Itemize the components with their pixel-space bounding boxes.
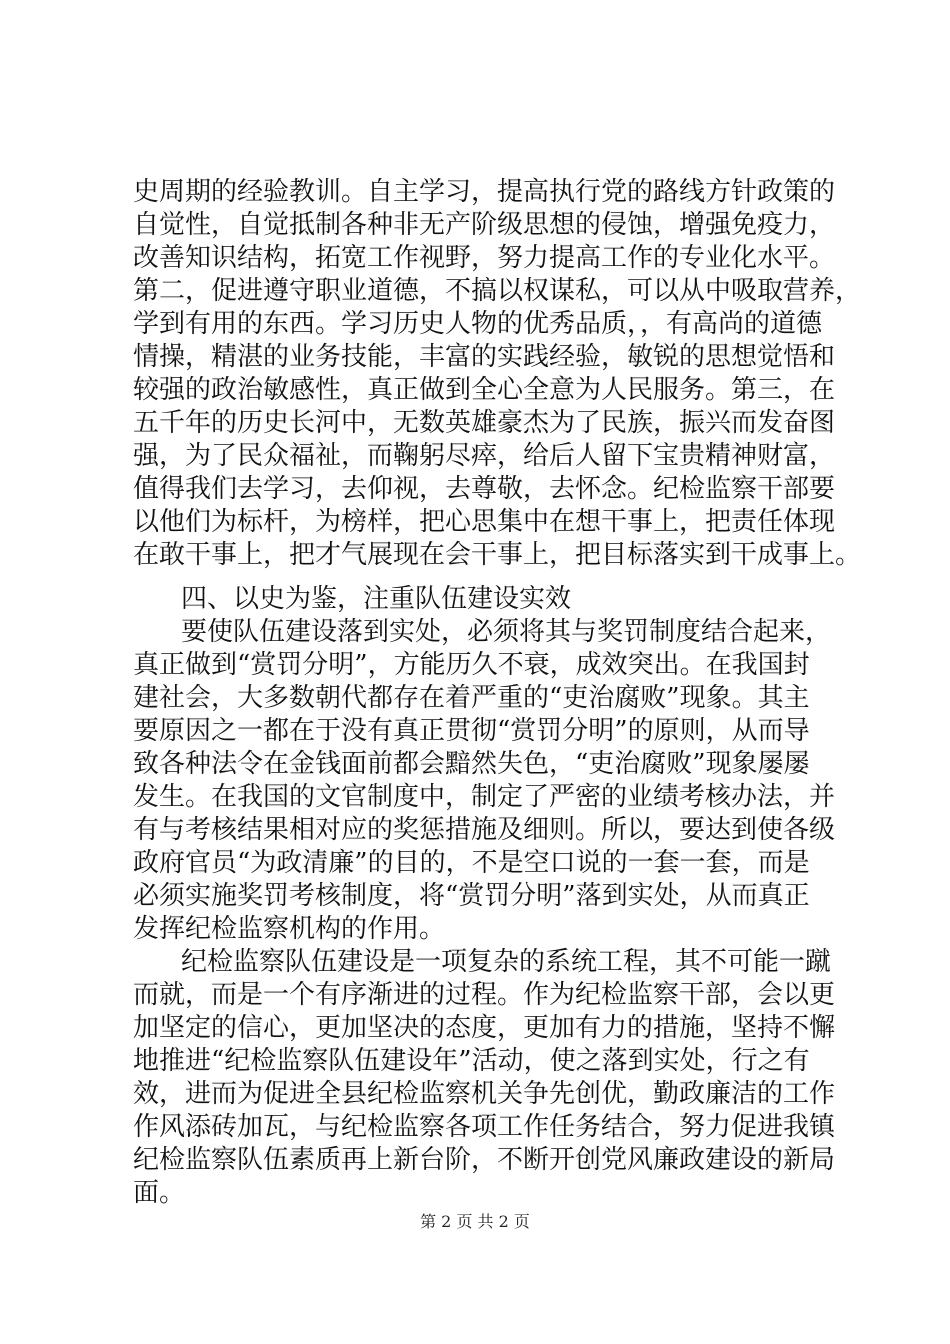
body-line: 史周期的经验教训。自主学习，提高执行党的路线方针政策的 bbox=[133, 177, 836, 207]
body-line: 纪检监察队伍建设是一项复杂的系统工程，其不可能一蹴 bbox=[181, 947, 832, 977]
body-line: 发生。在我国的文官制度中，制定了严密的业绩考核办法，并 bbox=[133, 782, 836, 812]
body-line: 要使队伍建设落到实处，必须将其与奖罚制度结合起来， bbox=[181, 617, 832, 647]
body-line: 而就，而是一个有序渐进的过程。作为纪检监察干部，会以更 bbox=[133, 980, 836, 1010]
body-line: 值得我们去学习，去仰视，去尊敬，去怀念。纪检监察干部要 bbox=[133, 474, 836, 504]
body-line: 情操，精湛的业务技能，丰富的实践经验，敏锐的思想觉悟和 bbox=[133, 342, 836, 372]
body-line: 五千年的历史长河中，无数英雄豪杰为了民族，振兴而发奋图 bbox=[133, 408, 836, 438]
section-heading: 四、以史为鉴，注重队伍建设实效 bbox=[181, 584, 572, 614]
page-number: 第 2 页 共 2 页 bbox=[420, 1212, 530, 1231]
body-line: 真正做到“赏罚分明”，方能历久不衰，成效突出。在我国封 bbox=[133, 650, 810, 680]
body-line: 必须实施奖罚考核制度，将“赏罚分明”落到实处，从而真正 bbox=[133, 881, 810, 911]
body-line: 建社会，大多数朝代都存在着严重的“吏治腐败”现象。其主 bbox=[133, 683, 810, 713]
body-line: 较强的政治敏感性，真正做到全心全意为人民服务。第三，在 bbox=[133, 375, 836, 405]
body-line: 在敢干事上，把才气展现在会干事上，把目标落实到干成事上。 bbox=[133, 540, 862, 570]
body-line: 第二，促进遵守职业道德，不搞以权谋私，可以从中吸取营养， bbox=[133, 276, 862, 306]
body-line: 纪检监察队伍素质再上新台阶，不断开创党风廉政建设的新局 bbox=[133, 1145, 836, 1175]
body-line: 强，为了民众福祉，而鞠躬尽瘁，给后人留下宝贵精神财富， bbox=[133, 441, 836, 471]
body-line: 改善知识结构，拓宽工作视野，努力提高工作的专业化水平。 bbox=[133, 243, 836, 273]
body-line: 发挥纪检监察机构的作用。 bbox=[133, 914, 446, 944]
body-line: 面。 bbox=[133, 1178, 186, 1208]
body-line: 以他们为标杆，为榜样，把心思集中在想干事上，把责任体现 bbox=[133, 507, 836, 537]
body-line: 要原因之一都在于没有真正贯彻“赏罚分明”的原则，从而导 bbox=[133, 716, 810, 746]
body-line: 效，进而为促进全县纪检监察机关争先创优，勤政廉洁的工作 bbox=[133, 1079, 836, 1109]
body-line: 作风添砖加瓦，与纪检监察各项工作任务结合，努力促进我镇 bbox=[133, 1112, 836, 1142]
body-line: 政府官员“为政清廉”的目的，不是空口说的一套一套，而是 bbox=[133, 848, 810, 878]
body-line: 加坚定的信心，更加坚决的态度，更加有力的措施，坚持不懈 bbox=[133, 1013, 836, 1043]
body-line: 自觉性，自觉抵制各种非无产阶级思想的侵蚀，增强免疫力， bbox=[133, 210, 836, 240]
body-line: 致各种法令在金钱面前都会黯然失色，“吏治腐败”现象屡屡 bbox=[133, 749, 810, 779]
body-line: 有与考核结果相对应的奖惩措施及细则。所以，要达到使各级 bbox=[133, 815, 836, 845]
body-line: 学到有用的东西。学习历史人物的优秀品质，，有高尚的道德 bbox=[133, 309, 823, 339]
body-line: 地推进“纪检监察队伍建设年”活动，使之落到实处，行之有 bbox=[133, 1046, 810, 1076]
